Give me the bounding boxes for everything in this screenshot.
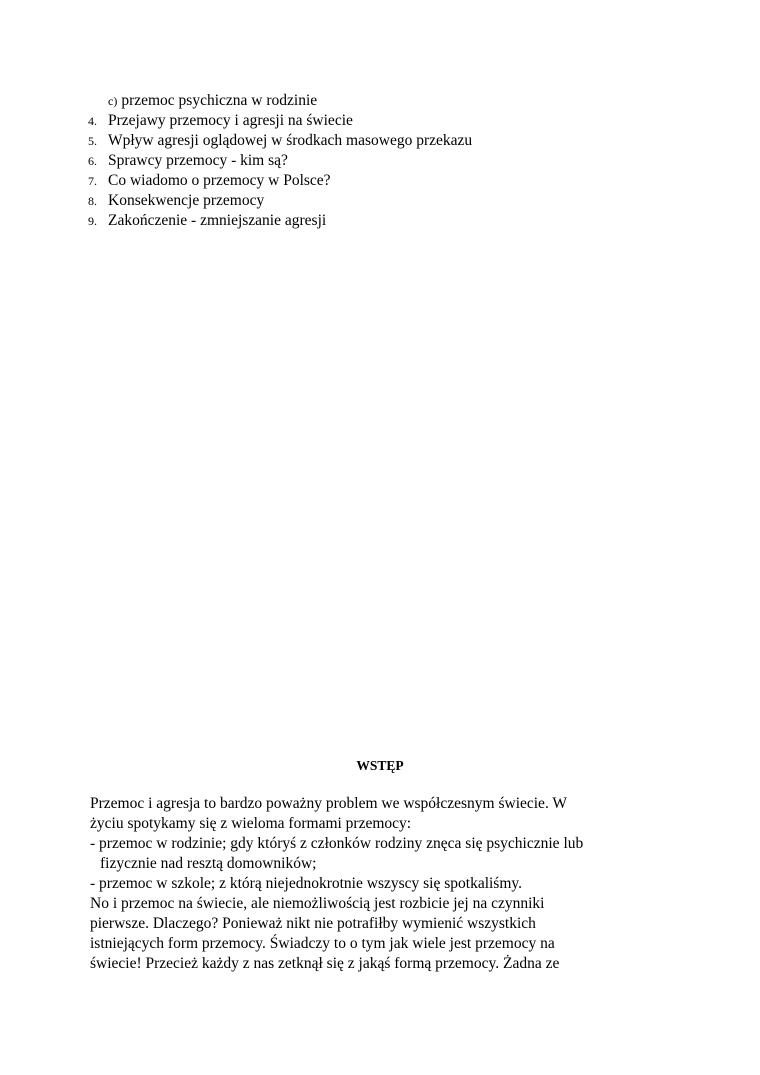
toc-item-number: 5.: [88, 134, 97, 148]
paragraph-line: świecie! Przecież każdy z nas zetknął się z jakąś formą przemocy. Żadna ze: [90, 955, 560, 972]
toc-item-number: 8.: [88, 194, 97, 208]
toc-item-text: Przejawy przemocy i agresji na świecie: [108, 112, 353, 129]
paragraph-line: - przemoc w rodzinie; gdy któryś z członków rodziny znęca się psychicznie lub: [90, 835, 584, 852]
section-heading: WSTĘP: [356, 758, 404, 773]
paragraph-line: Przemoc i agresja to bardzo poważny problem we współczesnym świecie. W: [90, 795, 568, 812]
paragraph-line: fizycznie nad resztą domowników;: [100, 855, 317, 872]
toc-item-number: 7.: [88, 174, 97, 188]
toc-sub-text: przemoc psychiczna w rodzinie: [121, 92, 318, 109]
toc-sub-marker: c): [108, 94, 118, 108]
paragraph-line: - przemoc w szkole; z którą niejednokrotnie wszyscy się spotkaliśmy.: [90, 875, 523, 892]
toc-item: [88, 171, 688, 191]
toc-item-number: 6.: [88, 154, 97, 168]
table-of-contents: [88, 91, 688, 231]
toc-item-text: Zakończenie - zmniejszanie agresji: [108, 212, 327, 229]
body-paragraph: [90, 794, 680, 974]
paragraph-line: życiu spotykamy się z wieloma formami przemocy:: [90, 815, 412, 832]
toc-item-number: 4.: [88, 114, 97, 128]
toc-item-number: 9.: [88, 214, 97, 228]
toc-item: [88, 151, 688, 171]
toc-item-text: Wpływ agresji oglądowej w środkach masowego przekazu: [108, 132, 473, 149]
toc-item-text: Co wiadomo o przemocy w Polsce?: [108, 172, 331, 189]
toc-item: [88, 131, 688, 151]
paragraph-line: pierwsze. Dlaczego? Ponieważ nikt nie potrafiłby wymienić wszystkich: [90, 915, 536, 932]
toc-sub-item: [88, 91, 688, 111]
paragraph-line: istniejących form przemocy. Świadczy to o tym jak wiele jest przemocy na: [90, 935, 555, 952]
toc-item-text: Sprawcy przemocy - kim są?: [108, 152, 288, 169]
toc-item: [88, 191, 688, 211]
toc-item: [88, 111, 688, 131]
toc-item: [88, 211, 688, 231]
toc-item-text: Konsekwencje przemocy: [108, 192, 265, 209]
paragraph-line: No i przemoc na świecie, ale niemożliwością jest rozbicie jej na czynniki: [90, 895, 545, 912]
